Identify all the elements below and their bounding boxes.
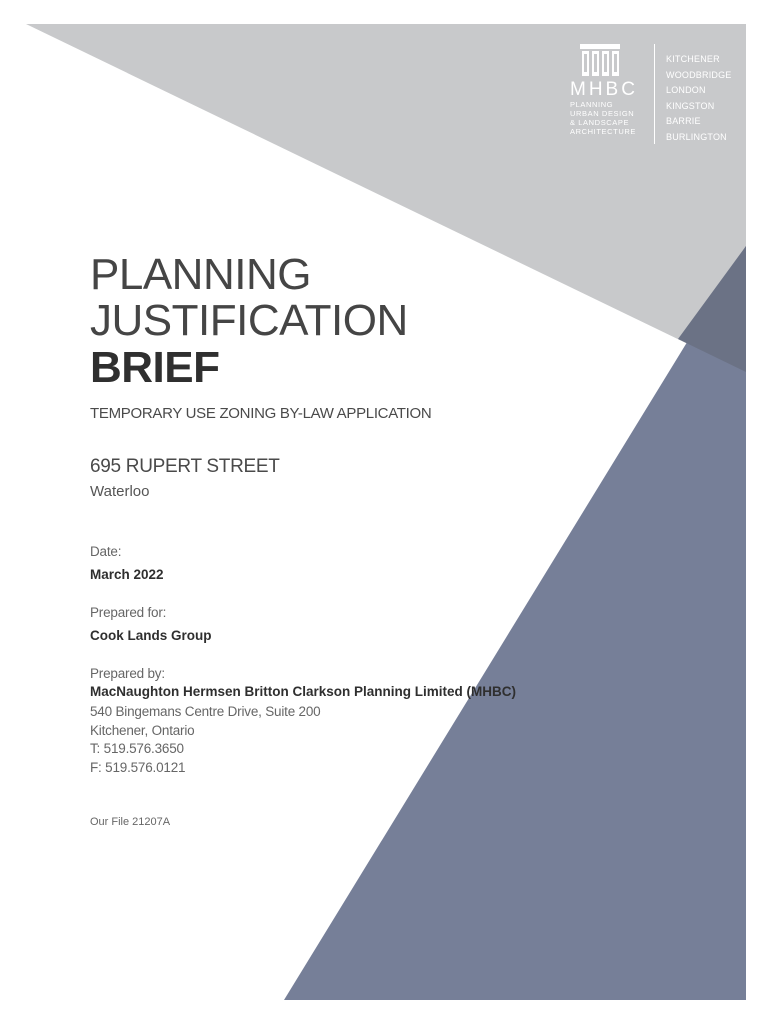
title-line-1: PLANNING xyxy=(90,250,311,299)
office-item: KITCHENER xyxy=(666,54,720,64)
office-item: BARRIE xyxy=(666,116,701,126)
logo-divider xyxy=(654,44,655,144)
background-shapes xyxy=(26,24,746,1000)
title-line-2: JUSTIFICATION xyxy=(90,296,408,345)
logo-sub-planning: PLANNING xyxy=(570,100,614,109)
cover-page xyxy=(26,24,746,1000)
site-address: 695 RUPERT STREET xyxy=(90,456,280,477)
logo-sub-urban-design: URBAN DESIGN xyxy=(570,109,635,118)
site-city: Waterloo xyxy=(90,483,150,500)
logo-name: MHBC xyxy=(570,79,638,100)
contact-address-1: 540 Bingemans Centre Drive, Suite 200 xyxy=(90,704,321,719)
document-subtitle: TEMPORARY USE ZONING BY-LAW APPLICATION xyxy=(90,405,432,422)
logo-sub-landscape: & LANDSCAPE xyxy=(570,118,630,127)
mhbc-logo xyxy=(570,44,646,136)
contact-fax: F: 519.576.0121 xyxy=(90,759,186,775)
document-title xyxy=(90,252,408,392)
date-label: Date: xyxy=(90,544,122,559)
office-item: LONDON xyxy=(666,85,706,95)
office-list xyxy=(666,52,732,145)
date-value: March 2022 xyxy=(90,567,164,582)
office-item: BURLINGTON xyxy=(666,131,727,142)
logo-sub-architecture: ARCHITECTURE xyxy=(570,127,636,136)
prepared-for-label: Prepared for: xyxy=(90,605,167,620)
prepared-by-company: MacNaughton Hermsen Britton Clarkson Planning Limited (MHBC) xyxy=(90,684,517,699)
title-line-3: BRIEF xyxy=(90,343,220,392)
contact-phone: T: 519.576.3650 xyxy=(90,741,184,756)
office-item: WOODBRIDGE xyxy=(666,69,732,80)
office-item: KINGSTON xyxy=(666,100,715,111)
file-reference: Our File 21207A xyxy=(90,816,171,828)
contact-address-2: Kitchener, Ontario xyxy=(90,722,195,738)
prepared-for-value: Cook Lands Group xyxy=(90,628,212,643)
prepared-by-contact xyxy=(90,703,321,777)
prepared-by-label: Prepared by: xyxy=(90,666,165,681)
mhbc-columns-logo-icon xyxy=(578,44,622,78)
